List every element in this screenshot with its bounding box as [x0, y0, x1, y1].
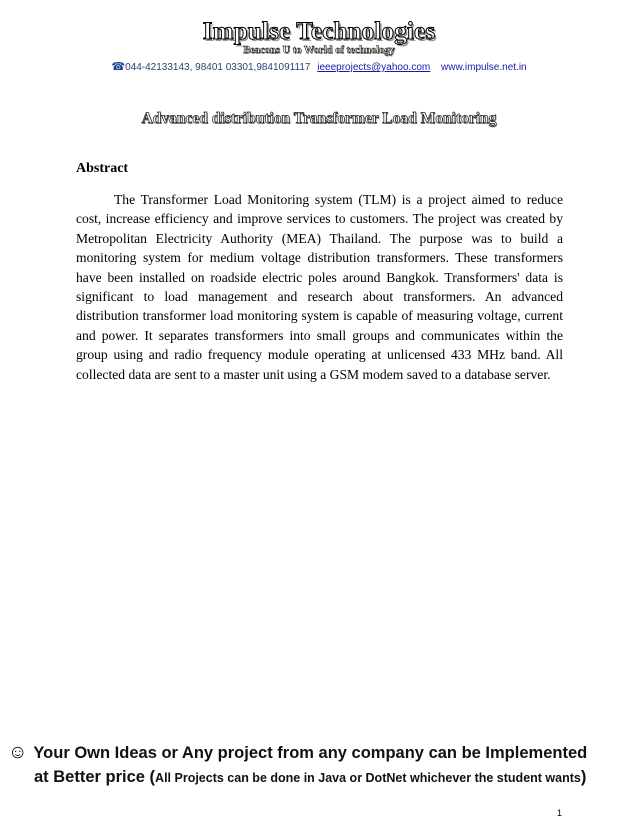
footer-line-1 [8, 742, 628, 764]
email-link[interactable]: ieeeprojects@yahoo.com [317, 62, 431, 73]
contact-line [0, 60, 638, 73]
company-tagline: Beacons U to World of technology [243, 45, 395, 56]
smiley-icon: ☺ [8, 742, 28, 763]
abstract-heading: Abstract [76, 161, 129, 176]
footer-promo [8, 742, 628, 787]
phone-numbers: 044-42133143, 98401 03301,9841091117 [125, 62, 311, 73]
footer-line-2-text: at Better price ( [34, 768, 156, 786]
page-number: 1 [557, 808, 563, 818]
footer-line-2 [8, 768, 628, 787]
company-name: Impulse Technologies [202, 18, 436, 45]
footer-line-2-note: All Projects can be done in Java or DotNet whichever the student wants [155, 771, 581, 785]
document-title: Advanced distribution Transformer Load Monitoring [141, 110, 497, 127]
website-link[interactable]: www.impulse.net.in [441, 62, 527, 73]
phone-icon: ☎ [111, 61, 126, 73]
abstract-paragraph: The Transformer Load Monitoring system (TLM) is a project aimed to reduce cost, increase efficiency and improve services to customers. The project was created by Metropolitan Electricity Authority (MEA) Thailand. The purpose was to build a monitoring system for medium voltage distribution transformers. These transformers have been installed on roadside electric poles around Bangkok. Transformers' data is significant to load management and research about transformers. An advanced distribution transformer load monitoring system is capable of measuring voltage, current and power. It separates transformers into small groups and communicates within the group using and radio frequency module operating at unlicensed 433 MHz band. All collected data are sent to a master unit using a GSM modem saved to a database server. [76, 192, 563, 382]
footer-line-2-close: ) [580, 768, 587, 786]
footer-line-1-text: Your Own Ideas or Any project from any company can be Implemented [33, 744, 588, 762]
